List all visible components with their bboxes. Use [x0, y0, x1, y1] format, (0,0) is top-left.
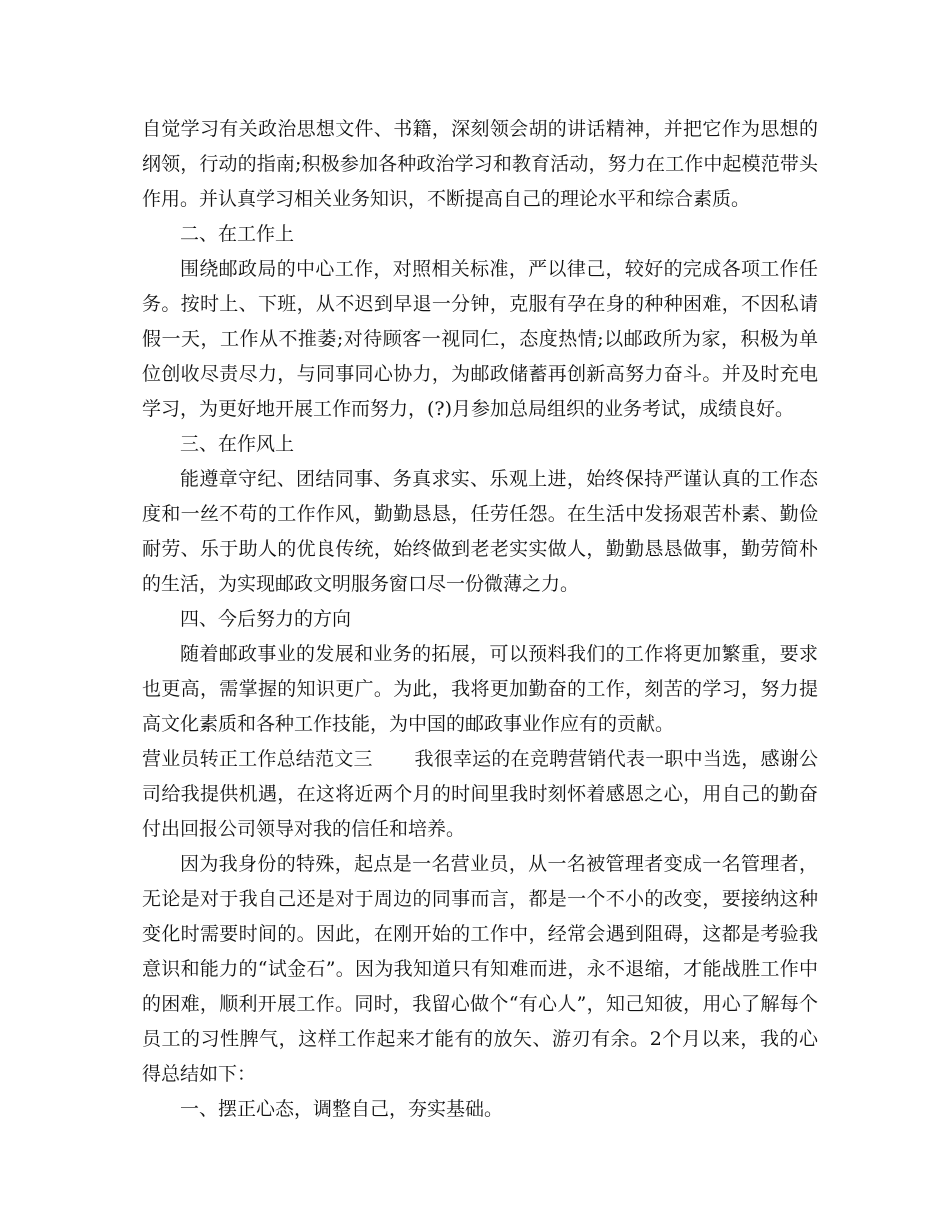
titled-paragraph — [142, 742, 818, 847]
section-heading: 四、今后努力的方向 — [180, 608, 352, 630]
section-heading: 二、在工作上 — [180, 223, 295, 245]
body-paragraph: 围绕邮政局的中心工作，对照相关标准，严以律己，较好的完成各项工作任务。按时上、下班，从不迟到早退一分钟，克服有孕在身的种种困难，不因私请假一天，工作从不推萎;对待顾客一视同仁，态度热情;以邮政所为家，积极为单位创收尽责尽力，与同事同心协力，为邮政储蓄再创新高努力奋斗。并及时充电学习，为更好地开展工作而努力，(?)月参加总局组织的业务考试，成绩良好。 — [142, 258, 818, 420]
body-paragraph: 能遵章守纪、团结同事、务真求实、乐观上进，始终保持严谨认真的工作态度和一丝不苟的工作作风，勤勤恳恳，任劳任怨。在生活中发扬艰苦朴素、勤俭耐劳、乐于助人的优良传统，始终做到老老实实做人，勤勤恳恳做事，勤劳简朴的生活，为实现邮政文明服务窗口尽一份微薄之力。 — [142, 468, 818, 595]
body-paragraph: 因为我身份的特殊，起点是一名营业员，从一名被管理者变成一名管理者，无论是对于我自己还是对于周边的同事而言，都是一个不小的改变，要接纳这种变化时需要时间的。因此，在刚开始的工作中，经常会遇到阻碍，这都是考验我意识和能力的“试金石”。因为我知道只有知难而进，永不退缩，才能战胜工作中的困难，顺利开展工作。同时，我留心做个“有心人”，知己知彼，用心了解每个员工的习性脾气，这样工作起来才能有的放矢、游刃有余。2个月以来，我的心得总结如下： — [142, 853, 818, 1085]
titled-paragraph-text: 我很幸运的在竞聘营销代表一职中当选，感谢公司给我提供机遇，在这将近两个月的时间里我时刻怀着感恩之心，用自己的勤奋付出回报公司领导对我的信任和培养。 — [142, 748, 818, 840]
section-heading: 一、摆正心态，调整自己，夯实基础。 — [180, 1098, 504, 1120]
section-heading: 三、在作风上 — [180, 433, 295, 455]
body-paragraph: 自觉学习有关政治思想文件、书籍，深刻领会胡的讲话精神，并把它作为思想的纲领，行动的指南;积极参加各种政治学习和教育活动，努力在工作中起模范带头作用。并认真学习相关业务知识，不断提高自己的理论水平和综合素质。 — [142, 118, 818, 210]
article-title: 营业员转正工作总结范文三 — [142, 748, 373, 770]
body-paragraph: 随着邮政事业的发展和业务的拓展，可以预料我们的工作将更加繁重，要求也更高，需掌握的知识更广。为此，我将更加勤奋的工作，刻苦的学习，努力提高文化素质和各种工作技能，为中国的邮政事业作应有的贡献。 — [142, 643, 818, 735]
document-body — [142, 112, 818, 1127]
